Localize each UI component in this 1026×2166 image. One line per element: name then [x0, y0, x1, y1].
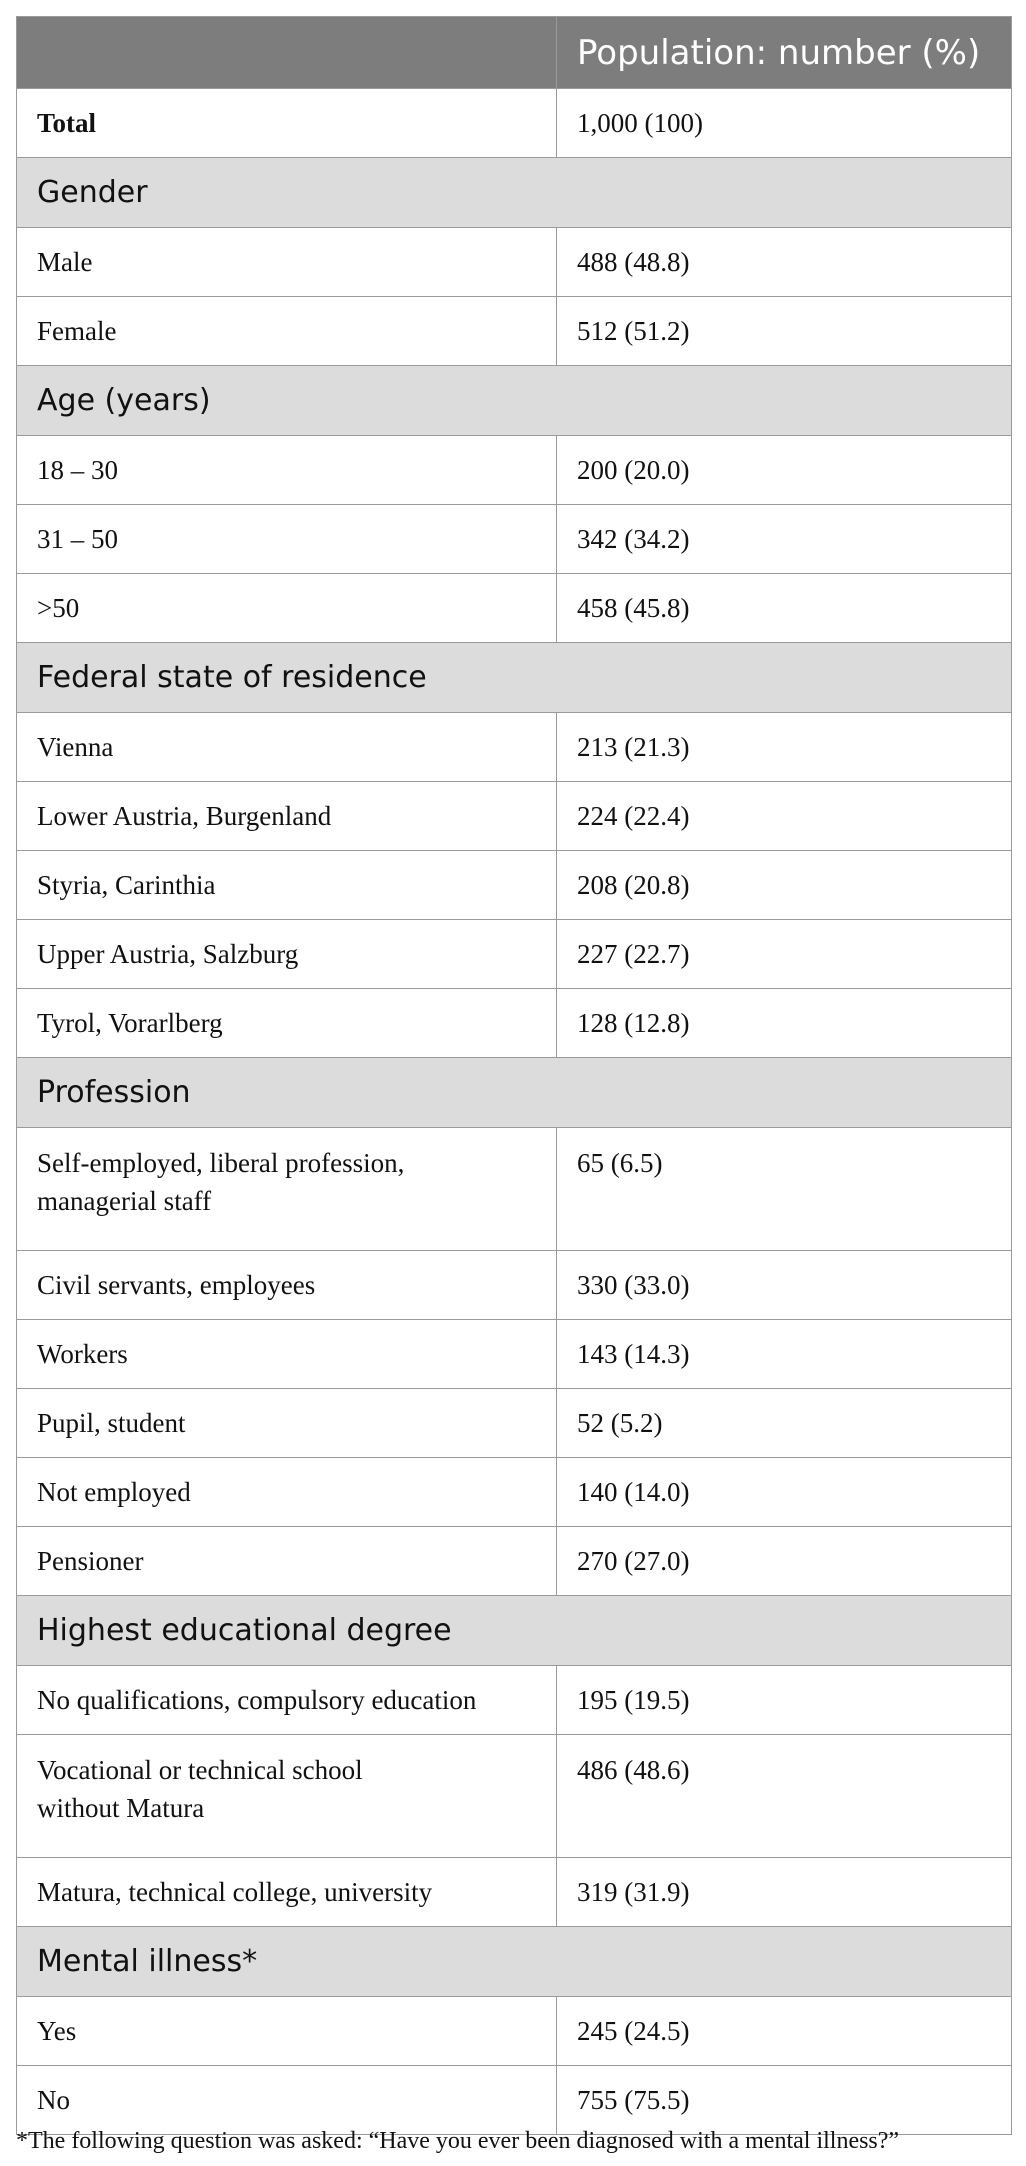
row-label: Self-employed, liberal profession, managerial staff: [17, 1128, 557, 1251]
table-row: [17, 1251, 1012, 1320]
row-value: 755 (75.5): [557, 2066, 1012, 2135]
row-label: Lower Austria, Burgenland: [17, 782, 557, 851]
row-label: Styria, Carinthia: [17, 851, 557, 920]
table-row: [17, 713, 1012, 782]
table-footnote: *The following question was asked: “Have you ever been diagnosed with a mental illness?”: [16, 2128, 900, 2154]
row-label: Matura, technical college, university: [17, 1858, 557, 1927]
table-row: [17, 782, 1012, 851]
table-header-row: [17, 17, 1012, 89]
row-value: 65 (6.5): [557, 1128, 1012, 1251]
section-header-row: [17, 1058, 1012, 1128]
row-value: 52 (5.2): [557, 1389, 1012, 1458]
table-row: [17, 1389, 1012, 1458]
row-value: 200 (20.0): [557, 436, 1012, 505]
row-label: Female: [17, 297, 557, 366]
section-title: Highest educational degree: [17, 1596, 1012, 1666]
row-value: 319 (31.9): [557, 1858, 1012, 1927]
table-row: [17, 1997, 1012, 2066]
demographics-table: [16, 16, 1012, 2135]
section-header-row: [17, 366, 1012, 436]
row-value: 208 (20.8): [557, 851, 1012, 920]
table-row: [17, 297, 1012, 366]
section-title: Mental illness*: [17, 1927, 1012, 1997]
row-value: 330 (33.0): [557, 1251, 1012, 1320]
table-row: [17, 1858, 1012, 1927]
table-row: [17, 1666, 1012, 1735]
row-value: 1,000 (100): [557, 89, 1012, 158]
row-label: Vocational or technical school without Matura: [17, 1735, 557, 1858]
section-header-row: [17, 1927, 1012, 1997]
header-cell-label: [17, 17, 557, 89]
row-value: 224 (22.4): [557, 782, 1012, 851]
table-row: [17, 1458, 1012, 1527]
row-label: Upper Austria, Salzburg: [17, 920, 557, 989]
row-label: Workers: [17, 1320, 557, 1389]
section-header-row: [17, 643, 1012, 713]
table-row: [17, 436, 1012, 505]
table-row: [17, 505, 1012, 574]
row-value: 195 (19.5): [557, 1666, 1012, 1735]
row-label: Vienna: [17, 713, 557, 782]
section-title: Federal state of residence: [17, 643, 1012, 713]
table-row: [17, 2066, 1012, 2135]
table-row: [17, 989, 1012, 1058]
table-row: [17, 1735, 1012, 1858]
row-value: 213 (21.3): [557, 713, 1012, 782]
section-title: Age (years): [17, 366, 1012, 436]
row-label: 31 – 50: [17, 505, 557, 574]
row-value: 143 (14.3): [557, 1320, 1012, 1389]
row-label: >50: [17, 574, 557, 643]
row-label: No: [17, 2066, 557, 2135]
section-title: Profession: [17, 1058, 1012, 1128]
table-row: [17, 574, 1012, 643]
header-cell-population: Population: number (%): [557, 17, 1012, 89]
table-row-total: [17, 89, 1012, 158]
row-value: 128 (12.8): [557, 989, 1012, 1058]
row-value: 245 (24.5): [557, 1997, 1012, 2066]
row-label: 18 – 30: [17, 436, 557, 505]
table-body: [17, 89, 1012, 2135]
row-label: Tyrol, Vorarlberg: [17, 989, 557, 1058]
row-label: Civil servants, employees: [17, 1251, 557, 1320]
table-row: [17, 851, 1012, 920]
table-row: [17, 1320, 1012, 1389]
row-label: Male: [17, 228, 557, 297]
row-value: 140 (14.0): [557, 1458, 1012, 1527]
row-value: 227 (22.7): [557, 920, 1012, 989]
row-label: Yes: [17, 1997, 557, 2066]
row-label: Pupil, student: [17, 1389, 557, 1458]
row-value: 342 (34.2): [557, 505, 1012, 574]
row-label: Total: [17, 89, 557, 158]
row-value: 270 (27.0): [557, 1527, 1012, 1596]
row-value: 486 (48.6): [557, 1735, 1012, 1858]
section-title: Gender: [17, 158, 1012, 228]
table-row: [17, 228, 1012, 297]
row-value: 488 (48.8): [557, 228, 1012, 297]
row-label: No qualifications, compulsory education: [17, 1666, 557, 1735]
section-header-row: [17, 1596, 1012, 1666]
table-row: [17, 920, 1012, 989]
row-label: Not employed: [17, 1458, 557, 1527]
row-value: 458 (45.8): [557, 574, 1012, 643]
row-value: 512 (51.2): [557, 297, 1012, 366]
table-row: [17, 1527, 1012, 1596]
table-row: [17, 1128, 1012, 1251]
section-header-row: [17, 158, 1012, 228]
row-label: Pensioner: [17, 1527, 557, 1596]
